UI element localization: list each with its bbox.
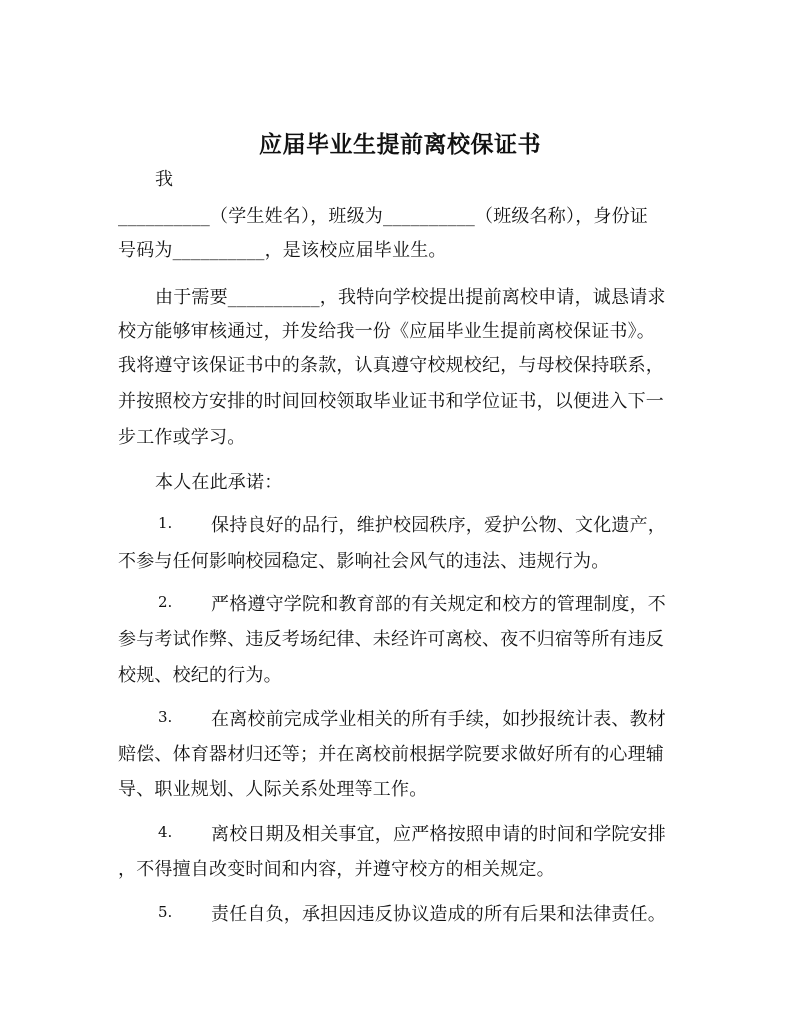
item-line: ，不得擅自改变时间和内容，并遵守校方的相关规定。 bbox=[118, 859, 555, 880]
item-line: 在离校前完成学业相关的所有手续，如抄报统计表、教材 bbox=[211, 709, 666, 730]
item-line: 赔偿、体育器材归还等；并在离校前根据学院要求做好所有的心理辅 bbox=[118, 744, 664, 765]
item-number: 2. bbox=[158, 593, 173, 611]
item-number: 1. bbox=[158, 514, 173, 532]
item-line: 责任自负，承担因违反协议造成的所有后果和法律责任。 bbox=[211, 904, 666, 925]
pledge-intro: 本人在此承诺： bbox=[155, 472, 283, 493]
intro-line: __________（学生姓名），班级为__________（班级名称），身份证 bbox=[118, 206, 648, 227]
reason-line: 校方能够审核通过，并发给我一份《应届毕业生提前离校保证书》。 bbox=[118, 321, 655, 342]
item-line: 离校日期及相关事宜，应严格按照申请的时间和学院安排 bbox=[211, 824, 666, 845]
item-number: 4. bbox=[158, 823, 173, 841]
item-number: 3. bbox=[158, 708, 173, 726]
intro-line: 号码为__________，是该校应届毕业生。 bbox=[118, 240, 447, 261]
item-line: 保持良好的品行，维护校园秩序，爱护公物、文化遗产， bbox=[211, 515, 666, 536]
document-title: 应届毕业生提前离校保证书 bbox=[259, 131, 541, 158]
reason-line: 由于需要__________，我特向学校提出提前离校申请，诚恳请求 bbox=[155, 287, 666, 308]
intro-line: 我 bbox=[155, 169, 174, 190]
item-number: 5. bbox=[158, 903, 173, 921]
item-line: 校规、校纪的行为。 bbox=[118, 665, 282, 686]
item-line: 不参与任何影响校园稳定、影响社会风气的违法、违规行为。 bbox=[118, 551, 610, 572]
item-line: 参与考试作弊、违反考场纪律、未经许可离校、夜不归宿等所有违反 bbox=[118, 629, 664, 650]
item-line: 导、职业规划、人际关系处理等工作。 bbox=[118, 779, 428, 800]
reason-line: 并按照校方安排的时间回校领取毕业证书和学位证书，以便进入下一 bbox=[118, 391, 664, 412]
reason-line: 我将遵守该保证书中的条款，认真遵守校规校纪，与母校保持联系， bbox=[118, 355, 664, 376]
item-line: 严格遵守学院和教育部的有关规定和校方的管理制度，不 bbox=[211, 594, 666, 615]
reason-line: 步工作或学习。 bbox=[118, 427, 246, 448]
